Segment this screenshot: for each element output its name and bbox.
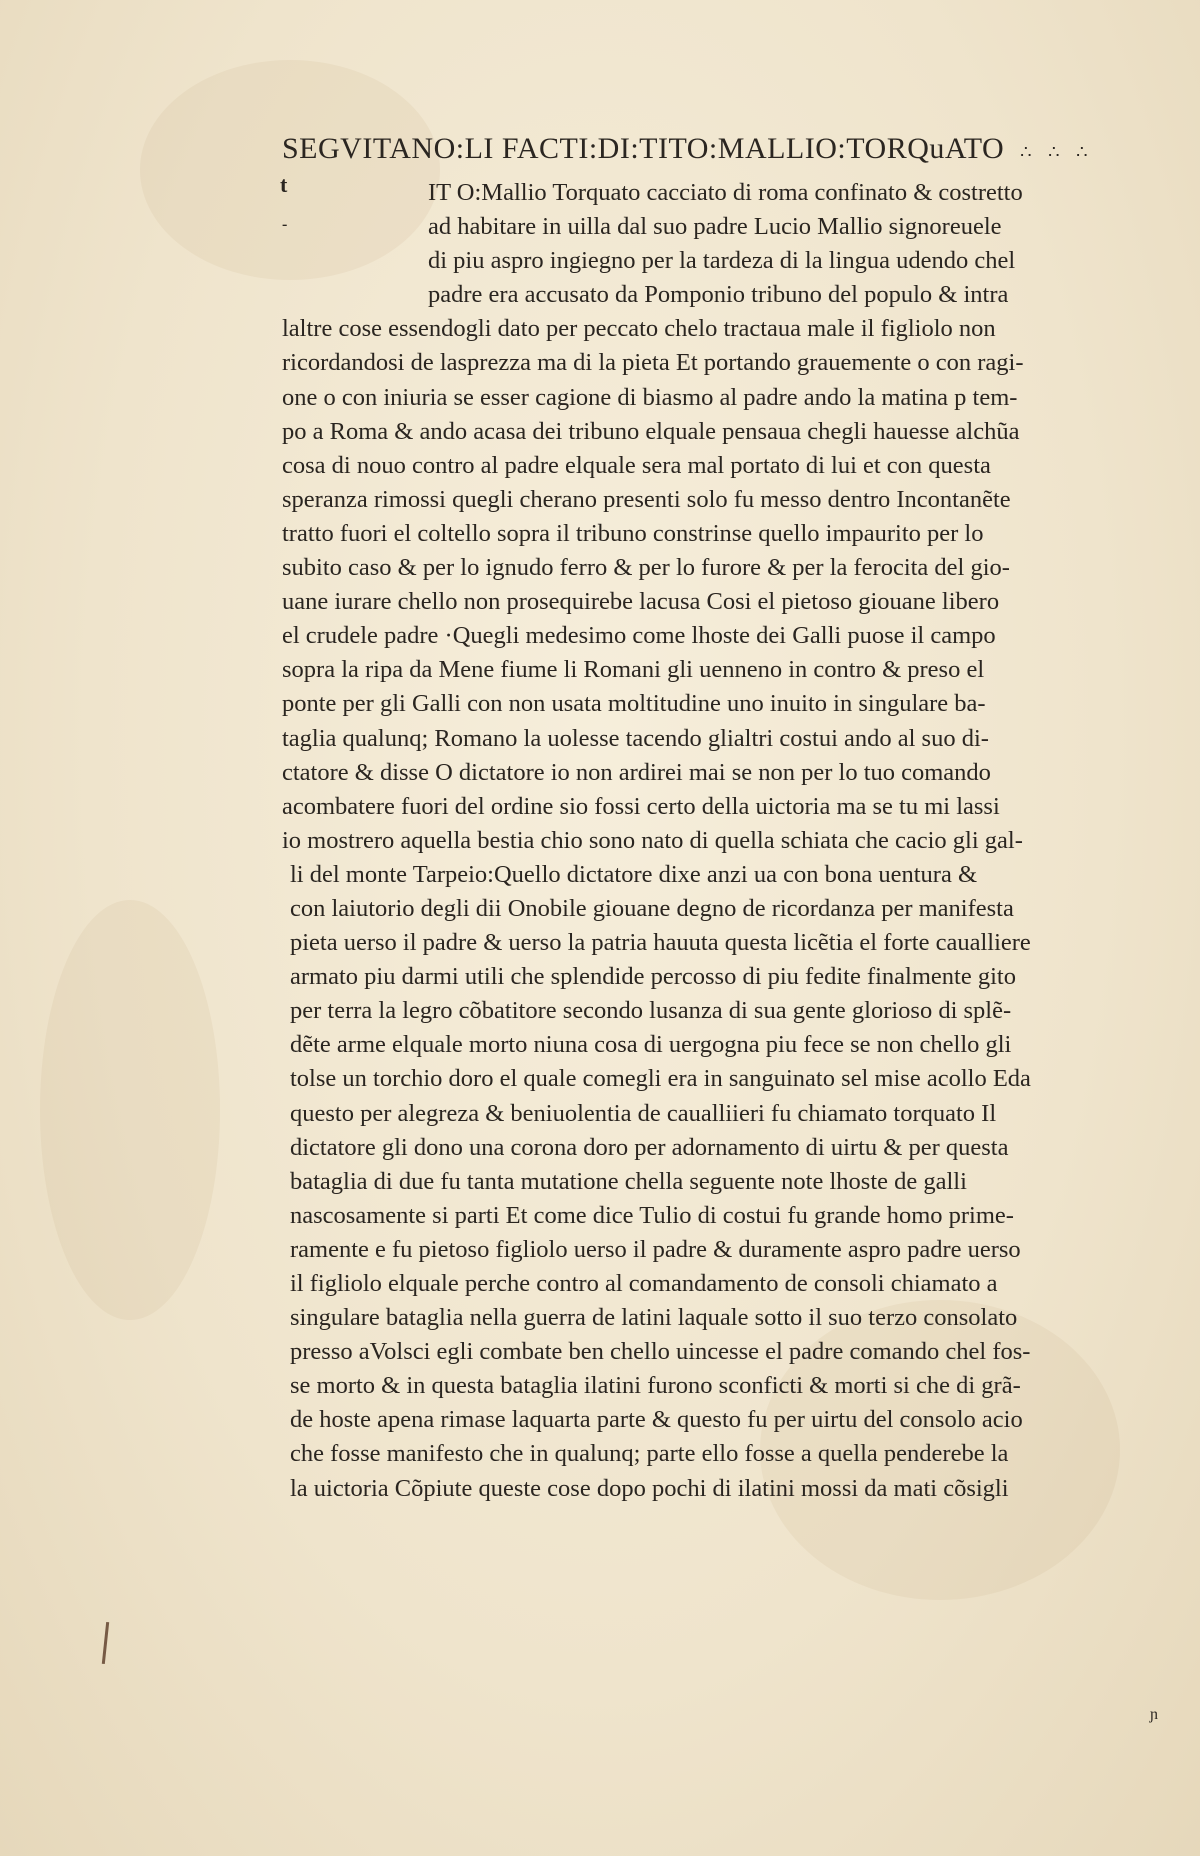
- text-line: di piu aspro ingiegno per la tardeza di la lingua udendo chel: [428, 247, 1016, 275]
- chapter-heading: [282, 132, 1094, 166]
- text-line: se morto & in questa bataglia ilatini furono sconficti & morti si che di grã-: [290, 1372, 1021, 1400]
- text-line: pieta uerso il padre & uerso la patria hauuta questa licẽtia el forte caualliere: [290, 929, 1031, 957]
- text-line: cosa di nouo contro al padre elquale sera mal portato di lui et con questa: [282, 451, 991, 479]
- text-line: po a Roma & ando acasa dei tribuno elquale pensaua chegli hauesse alchũa: [282, 417, 1020, 445]
- text-line: ramente e fu pietoso figliolo uerso il padre & duramente aspro padre uerso: [290, 1235, 1021, 1263]
- text-line: armato piu darmi utili che splendide percosso di piu fedite finalmente gito: [290, 963, 1016, 991]
- text-line: IT O:Mallio Torquato cacciato di roma confinato & costretto: [428, 179, 1023, 206]
- text-line: subito caso & per lo ignudo ferro & per lo furore & per la ferocita del gio-: [282, 554, 1010, 582]
- text-line: sopra la ripa da Mene fiume li Romani gli uenneno in contro & preso el: [282, 656, 985, 684]
- margin-mark: t: [280, 172, 288, 197]
- heading-ornament: ∴ ∴ ∴: [1020, 142, 1094, 162]
- catchword-mark: ɲ: [1150, 1706, 1158, 1723]
- text-line: nascosamente si parti Et come dice Tulio di costui fu grande homo prime-: [290, 1201, 1014, 1229]
- text-line: bataglia di due fu tanta mutatione chella seguente note lhoste de galli: [290, 1167, 967, 1195]
- text-line: la uictoria Cõpiute queste cose dopo pochi di ilatini mossi da mati cõsigli: [290, 1474, 1009, 1502]
- text-line: padre era accusato da Pomponio tribuno del populo & intra: [428, 281, 1009, 309]
- text-line: one o con iniuria se esser cagione di biasmo al padre ando la matina p tem-: [282, 383, 1018, 411]
- margin-mark: -: [282, 216, 288, 233]
- text-line: che fosse manifesto che in qualunq; parte ello fosse a quella penderebe la: [290, 1440, 1009, 1468]
- text-line: tratto fuori el coltello sopra il tribuno constrinse quello impaurito per lo: [282, 519, 984, 547]
- text-line: singulare bataglia nella guerra de latini laquale sotto il suo terzo consolato: [290, 1304, 1018, 1332]
- text-line: uane iurare chello non prosequirebe lacusa Cosi el pietoso giouane libero: [282, 588, 1000, 616]
- text-line: il figliolo elquale perche contro al comandamento de consoli chiamato a: [290, 1270, 998, 1297]
- text-line: ctatore & disse O dictatore io non ardirei mai se non per lo tuo comando: [282, 758, 991, 786]
- text-line: speranza rimossi quegli cherano presenti solo fu messo dentro Incontanẽte: [282, 485, 1011, 513]
- paper-stain: [40, 900, 220, 1320]
- text-line: dẽte arme elquale morto niuna cosa di uergogna piu fece se non chello gli: [290, 1031, 1012, 1059]
- chapter-heading-text: SEGVITANO:LI FACTI:DI:TITO:MALLIO:TORQuATO: [282, 132, 1005, 165]
- text-line: de hoste apena rimase laquarta parte & questo fu per uirtu del consolo acio: [290, 1406, 1023, 1434]
- text-line: con laiutorio degli dii Onobile giouane degno de ricordanza per manifesta: [290, 894, 1014, 922]
- text-line: ricordandosi de lasprezza ma di la pieta Et portando grauemente o con ragi-: [282, 349, 1024, 377]
- text-line: dictatore gli dono una corona doro per adornamento di uirtu & per questa: [290, 1133, 1009, 1161]
- text-line: io mostrero aquella bestia chio sono nato di quella schiata che cacio gli gal-: [282, 826, 1023, 854]
- text-line: acombatere fuori del ordine sio fossi certo della uictoria ma se tu mi lassi: [282, 792, 1000, 820]
- text-line: ponte per gli Galli con non usata moltitudine uno inuito in singulare ba-: [282, 690, 986, 718]
- text-line: ad habitare in uilla dal suo padre Lucio Mallio signoreuele: [428, 213, 1002, 241]
- text-line: li del monte Tarpeio:Quello dictatore dixe anzi ua con bona uentura &: [290, 860, 978, 888]
- text-line: per terra la legro cõbatitore secondo lusanza di sua gente glorioso di splẽ-: [290, 997, 1012, 1025]
- text-line: tolse un torchio doro el quale comegli era in sanguinato sel mise acollo Eda: [290, 1065, 1031, 1093]
- ink-stroke-mark: [102, 1622, 109, 1664]
- body-text: [282, 176, 1132, 1506]
- text-line: questo per alegreza & beniuolentia de caualliieri fu chiamato torquato Il: [290, 1099, 997, 1127]
- text-line: presso aVolsci egli combate ben chello uincesse el padre comando chel fos-: [290, 1338, 1031, 1366]
- text-line: laltre cose essendogli dato per peccato chelo tractaua male il figliolo non: [282, 315, 996, 343]
- text-line: el crudele padre ·Quegli medesimo come lhoste dei Galli puose il campo: [282, 622, 996, 650]
- text-line: taglia qualunq; Romano la uolesse tacendo glialtri costui ando al suo di-: [282, 724, 989, 752]
